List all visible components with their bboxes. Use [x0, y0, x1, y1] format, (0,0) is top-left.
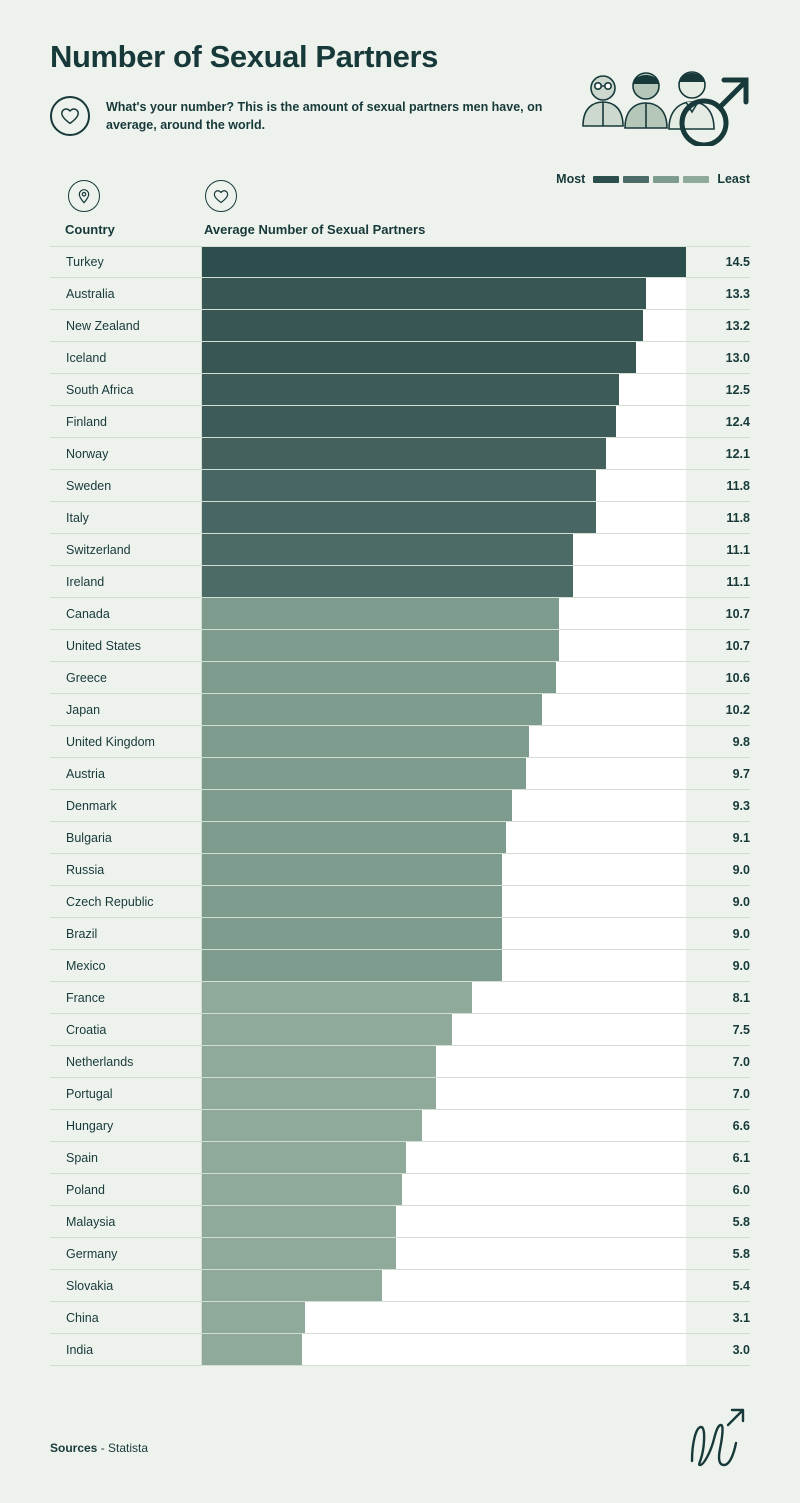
country-label: Malaysia [50, 1206, 202, 1237]
bar [202, 854, 502, 885]
value-label: 13.3 [725, 286, 750, 301]
bar [202, 566, 573, 597]
value-label: 5.8 [732, 1214, 750, 1229]
signature-logo [678, 1403, 748, 1473]
country-label: France [50, 982, 202, 1013]
country-label: Ireland [50, 566, 202, 597]
bar [202, 694, 542, 725]
bar-track [202, 694, 686, 725]
bar-track [202, 278, 686, 309]
bar-track [202, 406, 686, 437]
bar-track [202, 342, 686, 373]
sources-label: Sources [50, 1441, 98, 1455]
bar-track [202, 1046, 686, 1077]
bar [202, 630, 559, 661]
bar-track [202, 758, 686, 789]
value-label: 10.2 [725, 702, 750, 717]
table-row [50, 1014, 750, 1046]
value-label: 5.4 [732, 1278, 750, 1293]
bar [202, 470, 596, 501]
bar [202, 1078, 436, 1109]
bar-track [202, 438, 686, 469]
bar-track [202, 1302, 686, 1333]
bar [202, 918, 502, 949]
country-label: Japan [50, 694, 202, 725]
value-label: 5.8 [732, 1246, 750, 1261]
bar-track [202, 822, 686, 853]
bar [202, 598, 559, 629]
table-row [50, 534, 750, 566]
value-label: 6.6 [732, 1118, 750, 1133]
country-label: Canada [50, 598, 202, 629]
value-label: 9.0 [732, 862, 750, 877]
value-label: 10.6 [725, 670, 750, 685]
value-label: 10.7 [725, 606, 750, 621]
bar-track [202, 886, 686, 917]
sources-value: - Statista [100, 1441, 149, 1455]
country-label: Slovakia [50, 1270, 202, 1301]
value-label: 11.1 [726, 542, 750, 557]
bar-track [202, 566, 686, 597]
country-label: Switzerland [50, 534, 202, 565]
value-label: 12.1 [725, 446, 750, 461]
bar [202, 1334, 302, 1365]
value-label: 7.0 [732, 1086, 750, 1101]
country-label: Norway [50, 438, 202, 469]
country-label: Germany [50, 1238, 202, 1269]
country-label: Austria [50, 758, 202, 789]
people-illustration [573, 26, 758, 146]
bar-track [202, 247, 686, 277]
bar-track [202, 790, 686, 821]
table-row [50, 374, 750, 406]
value-label: 14.5 [725, 255, 750, 270]
bar-track [202, 630, 686, 661]
bar-track [202, 598, 686, 629]
value-label: 11.8 [726, 478, 750, 493]
table-row [50, 950, 750, 982]
bar [202, 1302, 305, 1333]
value-label: 8.1 [732, 990, 750, 1005]
bar-track [202, 918, 686, 949]
country-label: Italy [50, 502, 202, 533]
bar-track [202, 1270, 686, 1301]
bar-track [202, 534, 686, 565]
bar [202, 406, 616, 437]
value-label: 9.0 [732, 926, 750, 941]
bar-track [202, 1078, 686, 1109]
value-label: 12.4 [725, 414, 750, 429]
country-label: Czech Republic [50, 886, 202, 917]
bar [202, 1270, 382, 1301]
bar-track [202, 982, 686, 1013]
value-label: 9.8 [732, 734, 750, 749]
country-label: United Kingdom [50, 726, 202, 757]
table-row [50, 246, 750, 278]
column-header-value: Average Number of Sexual Partners [204, 222, 426, 238]
bar-track [202, 502, 686, 533]
bar [202, 982, 472, 1013]
bar [202, 534, 573, 565]
legend-least-label: Least [717, 172, 750, 186]
country-label: United States [50, 630, 202, 661]
bar-track [202, 1110, 686, 1141]
bar-track [202, 310, 686, 341]
sources [50, 1441, 148, 1455]
bar [202, 1014, 452, 1045]
value-label: 9.3 [732, 798, 750, 813]
country-label: Australia [50, 278, 202, 309]
value-label: 7.0 [732, 1054, 750, 1069]
country-label: Russia [50, 854, 202, 885]
bar-chart [0, 246, 800, 1366]
table-row [50, 1174, 750, 1206]
bar-track [202, 374, 686, 405]
bar [202, 758, 526, 789]
country-label: South Africa [50, 374, 202, 405]
location-pin-icon [68, 180, 100, 212]
bar [202, 1238, 396, 1269]
country-label: India [50, 1334, 202, 1365]
column-header-country: Country [65, 222, 115, 238]
table-row [50, 982, 750, 1014]
value-label: 9.0 [732, 894, 750, 909]
bar [202, 1046, 436, 1077]
bar [202, 278, 646, 309]
country-label: Mexico [50, 950, 202, 981]
country-label: Bulgaria [50, 822, 202, 853]
bar-track [202, 1334, 686, 1365]
value-label: 13.0 [725, 350, 750, 365]
bar [202, 950, 502, 981]
country-label: Hungary [50, 1110, 202, 1141]
country-label: Denmark [50, 790, 202, 821]
table-row [50, 1142, 750, 1174]
column-headers [0, 162, 800, 238]
table-row [50, 886, 750, 918]
table-row [50, 1046, 750, 1078]
value-label: 7.5 [732, 1022, 750, 1037]
bar-track [202, 470, 686, 501]
bar [202, 502, 596, 533]
table-row [50, 822, 750, 854]
bar [202, 726, 529, 757]
table-row [50, 630, 750, 662]
country-label: Poland [50, 1174, 202, 1205]
table-row [50, 406, 750, 438]
value-label: 13.2 [725, 318, 750, 333]
table-row [50, 342, 750, 374]
table-row [50, 438, 750, 470]
bar-track [202, 1142, 686, 1173]
bar-track [202, 1206, 686, 1237]
table-row [50, 854, 750, 886]
table-row [50, 310, 750, 342]
value-label: 9.7 [732, 766, 750, 781]
country-label: Netherlands [50, 1046, 202, 1077]
table-row [50, 758, 750, 790]
bar-track [202, 1174, 686, 1205]
page-title: Number of Sexual Partners [50, 39, 438, 74]
table-row [50, 790, 750, 822]
bar [202, 790, 512, 821]
bar [202, 662, 556, 693]
country-label: Brazil [50, 918, 202, 949]
country-label: Spain [50, 1142, 202, 1173]
table-row [50, 278, 750, 310]
legend-most-label: Most [556, 172, 586, 186]
table-row [50, 1110, 750, 1142]
bar [202, 342, 636, 373]
table-row [50, 1302, 750, 1334]
country-label: China [50, 1302, 202, 1333]
bar [202, 438, 606, 469]
value-label: 11.8 [726, 510, 750, 525]
table-row [50, 1238, 750, 1270]
bar-track [202, 726, 686, 757]
heart-icon-column [205, 180, 237, 212]
subtitle: What's your number? This is the amount of sexual partners men have, on average, around the world. [106, 99, 543, 133]
table-row [50, 1334, 750, 1366]
value-label: 3.1 [732, 1310, 750, 1325]
bar [202, 1206, 396, 1237]
value-label: 3.0 [732, 1342, 750, 1357]
bar [202, 374, 619, 405]
heart-icon [50, 96, 90, 136]
table-row [50, 918, 750, 950]
country-label: Croatia [50, 1014, 202, 1045]
value-label: 9.0 [732, 958, 750, 973]
table-row [50, 598, 750, 630]
bar-track [202, 1014, 686, 1045]
country-label: Turkey [50, 247, 202, 277]
table-row [50, 694, 750, 726]
table-row [50, 1270, 750, 1302]
value-label: 6.0 [732, 1182, 750, 1197]
table-row [50, 470, 750, 502]
value-label: 12.5 [725, 382, 750, 397]
bar [202, 1142, 406, 1173]
country-label: Portugal [50, 1078, 202, 1109]
country-label: Iceland [50, 342, 202, 373]
table-row [50, 566, 750, 598]
bar [202, 1110, 422, 1141]
table-row [50, 1206, 750, 1238]
bar-track [202, 662, 686, 693]
bar [202, 822, 506, 853]
table-row [50, 1078, 750, 1110]
value-label: 10.7 [725, 638, 750, 653]
value-label: 9.1 [732, 830, 750, 845]
table-row [50, 662, 750, 694]
bar-track [202, 1238, 686, 1269]
bar-track [202, 950, 686, 981]
bar [202, 886, 502, 917]
table-row [50, 726, 750, 758]
value-label: 6.1 [732, 1150, 750, 1165]
value-label: 11.1 [726, 574, 750, 589]
bar-track [202, 854, 686, 885]
bar [202, 247, 686, 277]
bar [202, 310, 643, 341]
header [0, 0, 800, 136]
country-label: Greece [50, 662, 202, 693]
country-label: Finland [50, 406, 202, 437]
country-label: Sweden [50, 470, 202, 501]
table-row [50, 502, 750, 534]
bar [202, 1174, 402, 1205]
country-label: New Zealand [50, 310, 202, 341]
